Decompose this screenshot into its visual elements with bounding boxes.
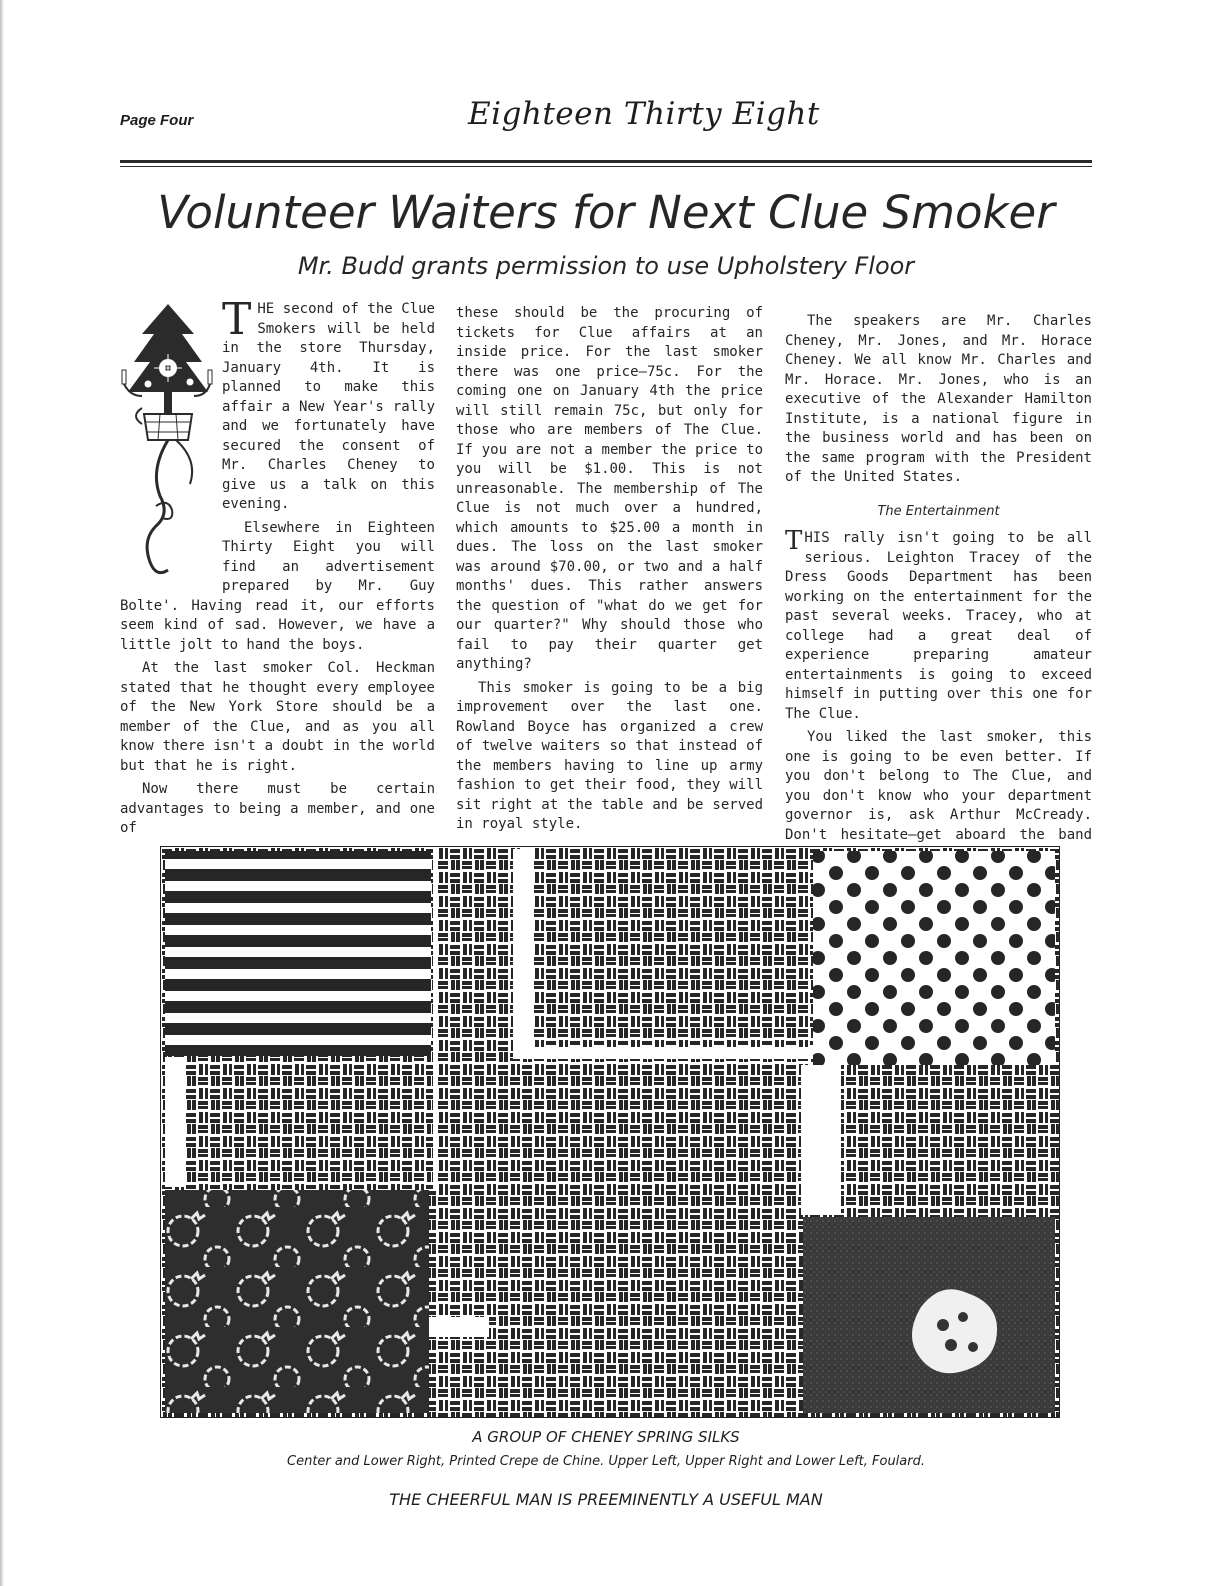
header-rule-thick [120,160,1092,163]
paragraph: Now there must be certain advantages to being a member, and one of [120,781,435,836]
paragraph: At the last smoker Col. Heckman stated that he thought every employee of the New York Store should be a member of the Clue, and as you all know there isn't a doubt in the world but that he is right. [120,660,435,774]
drop-cap: T [785,526,803,556]
paragraph: You liked the last smoker, this one is going to be even better. If you don't belong to The Clue, and you don't know who your department governor is, ask Arthur McCready. Don't hesitate—get aboard the band [785,729,1092,843]
publication-title: Eighteen Thirty Eight [468,96,820,132]
paragraph: This smoker is going to be a big improvement over the last one. Rowland Boyce has organized a crew of twelve waiters so that instead of the members having to line up army fashion to get their food, they will sit right at the table and be served in royal style. [456,679,763,832]
section-heading: The Entertainment [877,503,1000,519]
header-rule-thin [120,166,1092,167]
paragraph: these should be the procuring of tickets for Clue affairs at an inside price. For the last smoker there was one price—75c. For the coming one on January 4th the price will still remain 75c, but only for those who are members of The Clue. If you are not a member the price to you will be $1.00. This is not unreasonable. The membership of The Clue is not much over a hundred, which amounts to $25.00 a month in dues. The loss on the last smoker was around $70.00, or two and a half months' dues. This rather answers the question of "what do we get for our quarter?" Why should those who fail to pay their quarter get anything? [456,305,763,672]
page-number: Page Four [120,112,194,129]
footer-motto: THE CHEERFUL MAN IS PREEMINENTLY A USEFUL MAN [389,1490,823,1509]
christmas-tree-illustration [120,300,216,586]
article-column-1 [120,294,435,843]
article-column-2 [456,304,763,839]
paragraph: The speakers are Mr. Charles Cheney, Mr. Jones, and Mr. Horace Cheney. We all know Mr. Charles and Mr. Horace. Mr. Jones, who is an executive of the Alexander Hamilton Institute, is a national figure in the business world and has been on the same program with the President of the United States. [785,313,1092,485]
article-subheadline: Mr. Budd grants permission to use Upholstery Floor [297,252,915,280]
drop-cap: T [222,294,252,345]
paragraph: THE second of the Clue Smokers will be held in the store Thursday, January 4th. It is planned to make this affair a New Year's rally and we fortunately have secured the consent of Mr. Charles Cheney to give us a talk on this evening. [222,294,435,512]
silk-samples-photo [160,846,1060,1418]
article-headline: Volunteer Waiters for Next Clue Smoker [157,186,1055,239]
article-column-3 [785,312,1092,869]
paragraph: Elsewhere in Eighteen Thirty Eight you will find an advertisement prepared by Mr. Guy Bolte'. Having read it, our efforts seem kind of sad. However, we have a little jolt to hand the boys. [120,519,435,653]
figure-caption-title: A GROUP OF CHENEY SPRING SILKS [472,1428,740,1446]
figure-caption-detail: Center and Lower Right, Printed Crepe de Chine. Upper Left, Upper Right and Lower Left, Foulard. [287,1454,925,1469]
scan-edge [0,0,4,1586]
paragraph: THIS rally isn't going to be all serious. Leighton Tracey of the Dress Goods Department has been working on the entertainment for the past several weeks. Tracey, who at college had a great deal of experience preparing amateur entertainments is going to exceed himself in putting over this one for The Clue. [785,526,1092,722]
